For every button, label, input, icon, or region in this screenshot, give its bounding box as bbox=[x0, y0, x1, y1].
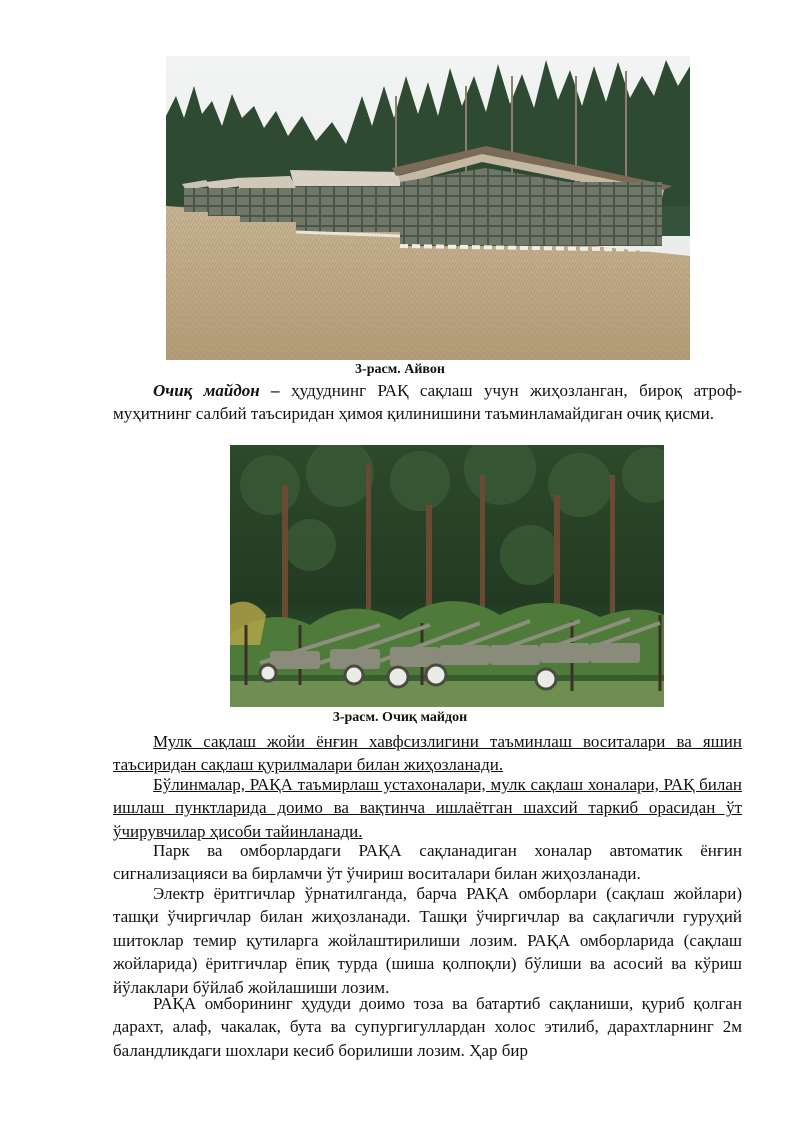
figure-caption-1: 3-расм. Айвон bbox=[355, 362, 445, 377]
paragraph-fire-alarm: Парк ва омборлардаги РАҚА сақланадиган хоналар автоматик ёнғин сигнализацияси ва бирламчи ўт ўчириш воситалари билан жиҳозланади. bbox=[113, 841, 742, 884]
open-field-artillery-photo bbox=[230, 445, 664, 707]
paragraph-firefighters: Бўлинмалар, РАҚА таъмирлаш устахоналари, мулк сақлаш хоналари, РАҚ билан ишлаш пунктларида доимо ва вақтинча ишлаётган шахсий таркиб орасидан ўт ўчирувчилар ҳисоби тайинланади. bbox=[113, 775, 742, 841]
paragraph-open-field-definition bbox=[113, 379, 742, 426]
paragraph-electric-lighting: Электр ёритгичлар ўрнатилганда, барча РАҚА омборлари (сақлаш жойлари) ташқи ўчиргичлар билан жиҳозланади. Ташқи ўчиргичлар ва сақлагичли гуруҳий шитоклар темир қутиларга жойлаштирилиши лозим. РАҚА омборларида (сақлаш жойларида) ёритгичлар ёпиқ турда (шиша қолпоқли) бўлиши ва асосий ва кўриш йўлаклари бўйлаб жойлашиши лозим. bbox=[113, 884, 742, 997]
open-field-illustration bbox=[230, 445, 664, 707]
paragraph-fire-safety: Мулк сақлаш жойи ёнғин хавфсизлигини таъминлаш воситалари ва яшин таъсиридан сақлаш қурилмалари билан жиҳозланади. bbox=[113, 732, 742, 775]
storage-sheds-photo bbox=[166, 56, 690, 360]
term-open-field: Очиқ майдон – bbox=[153, 381, 280, 400]
storage-sheds-illustration bbox=[166, 56, 690, 360]
definition-text: ҳудуднинг РАҚ сақлаш учун жиҳозланган, бироқ атроф-муҳитнинг салбий таъсиридан ҳимоя қилинишини таъминламайдиган очиқ қисми. bbox=[113, 381, 742, 424]
paragraph-territory-cleanliness: РАҚА омборининг ҳудуди доимо тоза ва батартиб сақланиши, қуриб қолган дарахт, алаф, чакалак, бута ва супургигуллардан холос этилиб, дарахтларнинг 2м баландликдаги шохлари кесиб борилиши лозим. Ҳар бир bbox=[113, 994, 742, 1060]
figure-caption-2: 3-расм. Очиқ майдон bbox=[332, 710, 468, 725]
